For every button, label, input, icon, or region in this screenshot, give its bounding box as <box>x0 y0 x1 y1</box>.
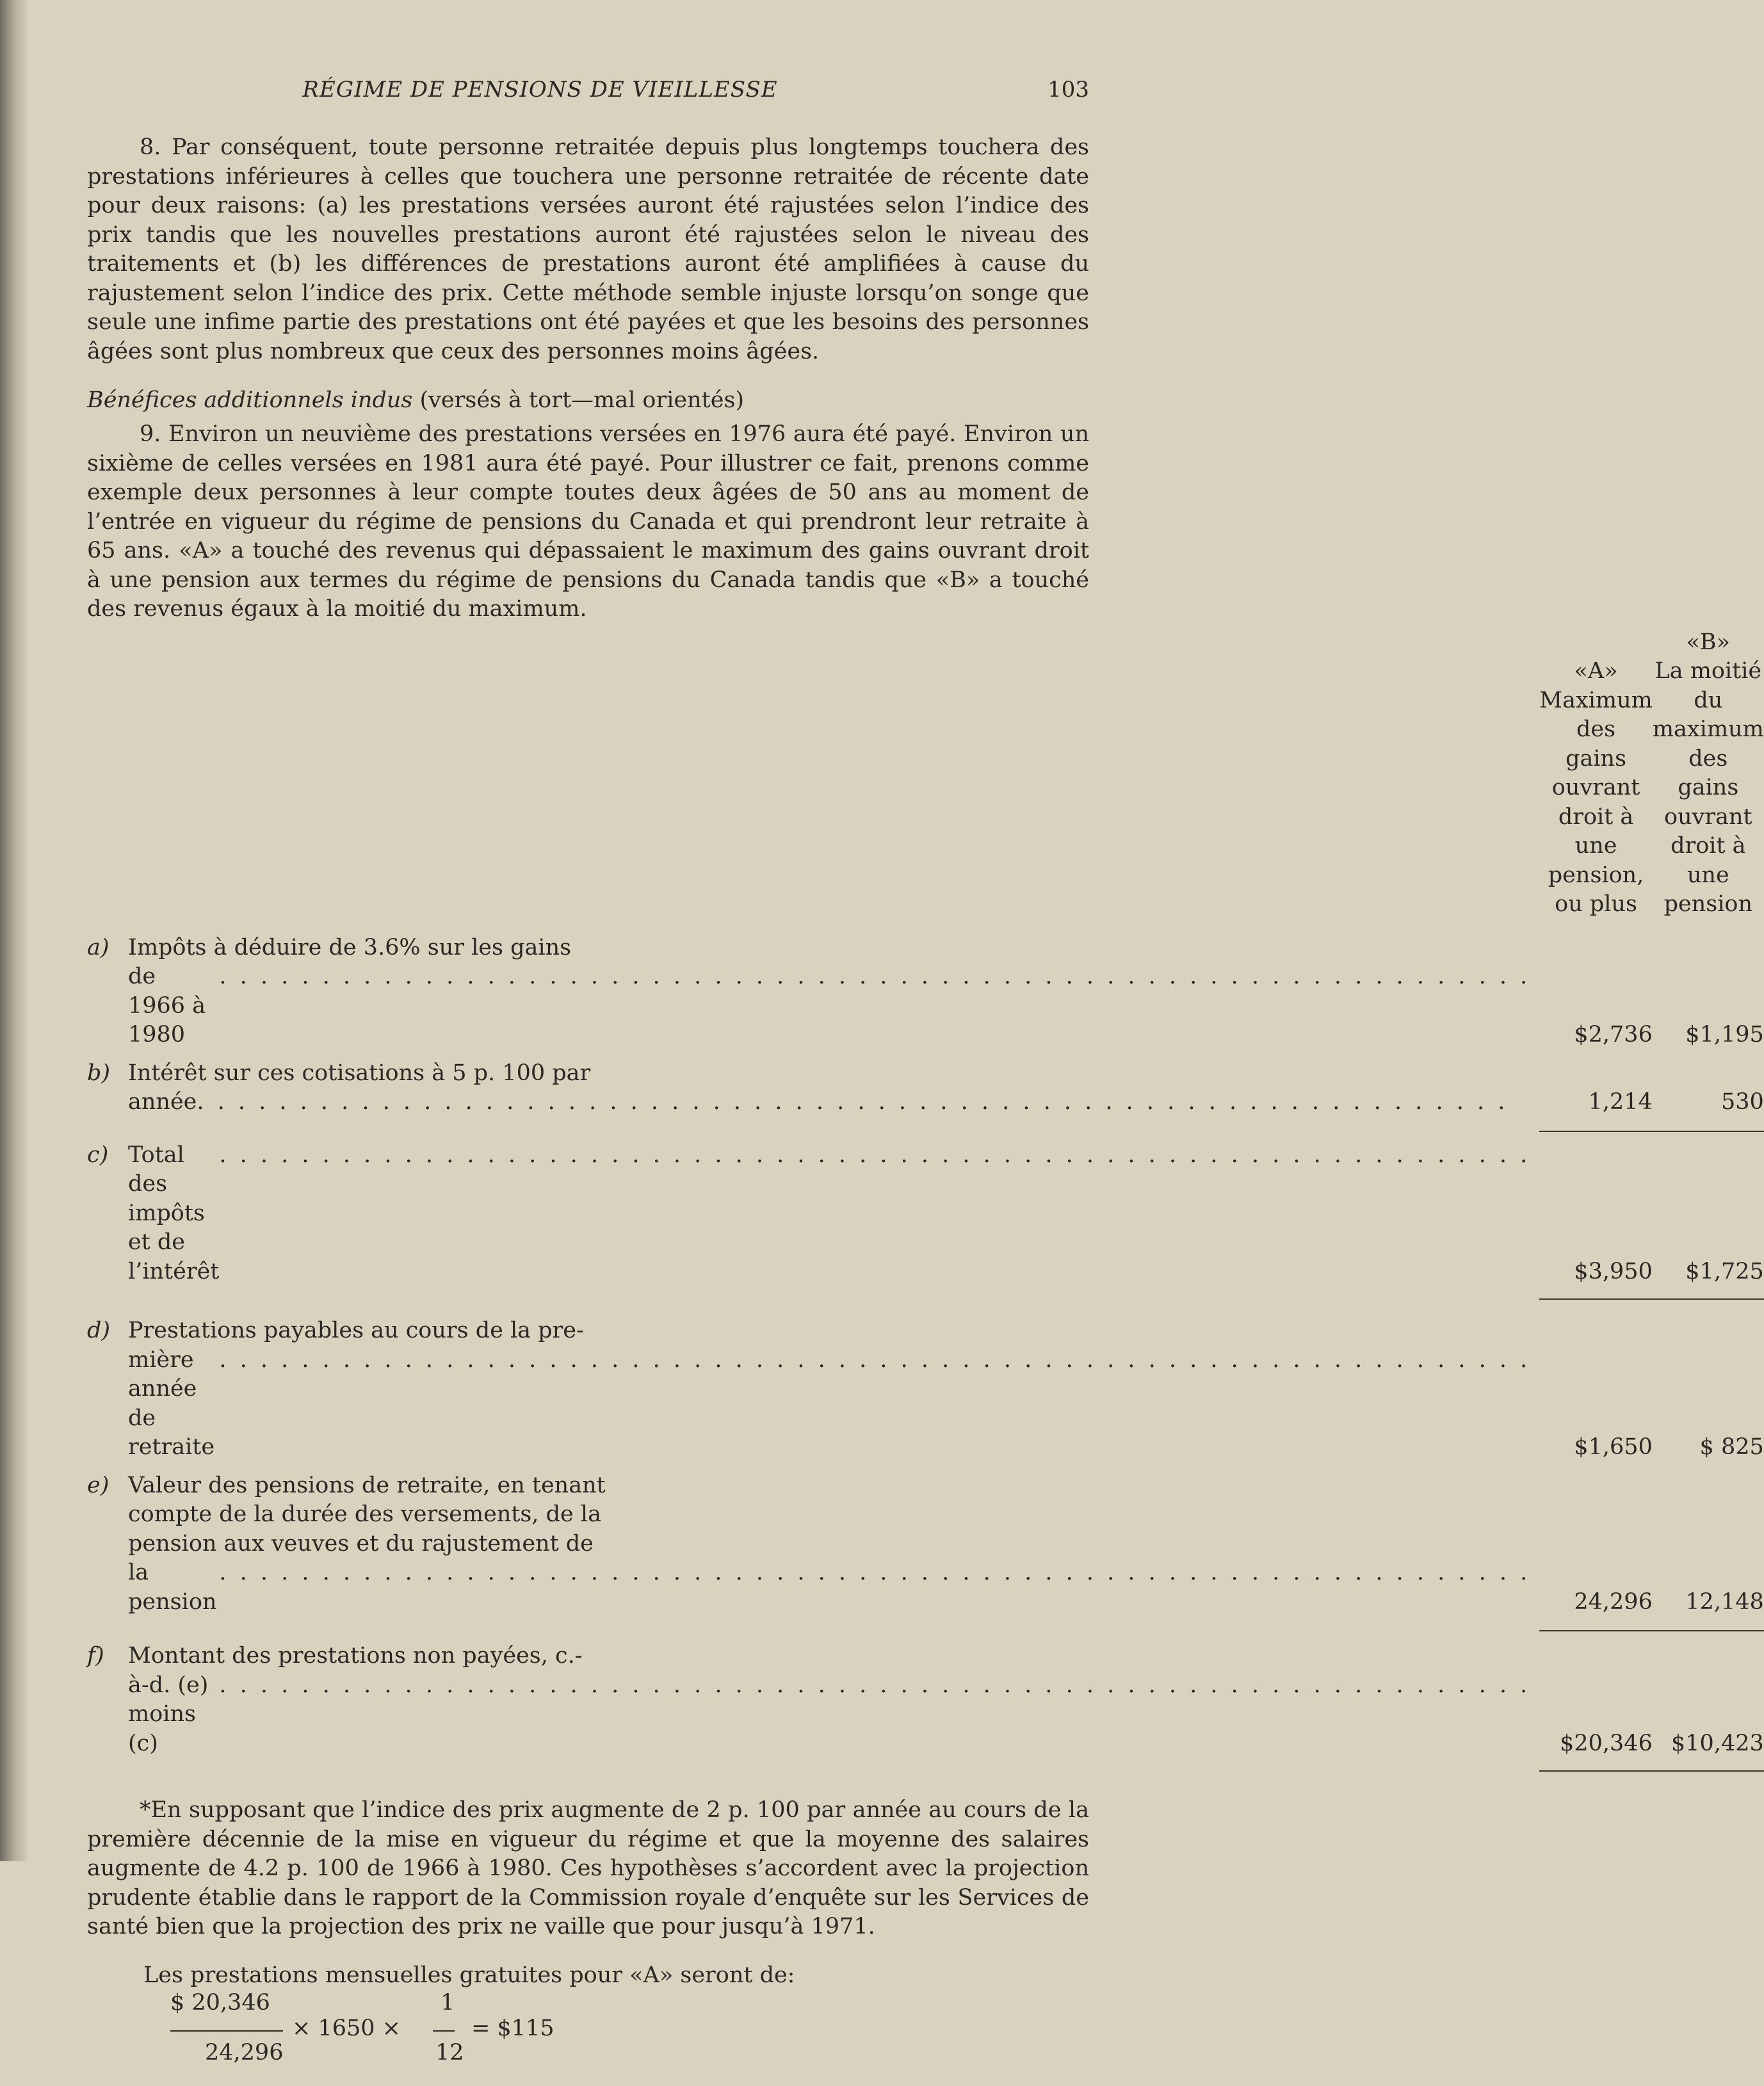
row-letter: e) <box>87 1472 109 1498</box>
formula-result: = $115 <box>471 2016 554 2041</box>
table-header-row <box>87 626 1764 919</box>
row-label-last: année <box>128 1089 197 1115</box>
monthly-benefits-intro: Les prestations mensuelles gratuites pour «A» seront de: <box>143 1962 795 1988</box>
table-row <box>87 1642 1764 1758</box>
running-title: RÉGIME DE PENSIONS DE VIEILLESSE <box>302 77 778 102</box>
value-b: 530 <box>1720 1089 1764 1115</box>
row-label-line: Prestations payables au cours de la pre- <box>128 1318 584 1343</box>
running-header <box>87 77 1089 115</box>
column-a-rule <box>1539 1758 1653 1771</box>
column-b-tag: «B» <box>1686 629 1731 655</box>
column-b-line: pension <box>1663 891 1753 917</box>
column-a-rule <box>1539 1117 1653 1131</box>
row-label-line: Valeur des pensions de retraite, en tenant <box>128 1472 606 1498</box>
row-label-line: Intérêt sur ces cotisations à 5 p. 100 par <box>128 1060 591 1086</box>
table-row <box>87 1059 1764 1117</box>
formula-small-bar <box>433 2030 455 2032</box>
dot-leader <box>219 1671 1530 1759</box>
column-a-line: Maximum des <box>1539 687 1653 742</box>
table-row <box>87 1316 1764 1462</box>
value-a: $2,736 <box>1574 1022 1653 1047</box>
row-letter: d) <box>87 1318 111 1343</box>
section-heading-rest: (versés à tort—mal orientés) <box>412 387 745 413</box>
row-label-last: Total des impôts et de l’intérêt <box>128 1142 220 1284</box>
table-row <box>87 1141 1764 1287</box>
row-label-last: de 1966 à 1980 <box>128 964 206 1047</box>
value-b: $1,725 <box>1685 1258 1764 1284</box>
row-label-line: compte de la durée des versements, de la <box>128 1501 601 1527</box>
column-a-rule <box>1539 1617 1653 1631</box>
row-letter: c) <box>87 1142 109 1168</box>
dot-leader <box>219 1558 1530 1617</box>
column-b-rule <box>1653 1617 1764 1631</box>
column-b-rule <box>1653 1758 1764 1771</box>
value-b: 12,148 <box>1685 1589 1764 1615</box>
dot-leader <box>219 962 1530 1050</box>
value-a: 1,214 <box>1588 1089 1653 1115</box>
column-a-rule <box>1539 1286 1653 1299</box>
column-b-line: droit à une <box>1671 833 1746 888</box>
row-letter: a) <box>87 934 109 960</box>
column-b-rule <box>1653 1286 1764 1299</box>
document-page <box>87 77 1764 2086</box>
dot-leader <box>219 1141 1530 1287</box>
column-b-header <box>1653 626 1764 919</box>
column-a-line: une pension, <box>1548 833 1644 888</box>
value-a: $3,950 <box>1574 1258 1653 1284</box>
row-letter: b) <box>87 1060 111 1086</box>
value-a: $20,346 <box>1560 1730 1653 1756</box>
row-label-last: à-d. (e) moins (c) <box>128 1672 209 1756</box>
column-a-line: ou plus <box>1555 891 1637 917</box>
value-b: $ 825 <box>1699 1434 1764 1460</box>
column-a-tag: «A» <box>1574 658 1618 684</box>
value-b: $1,195 <box>1685 1022 1764 1047</box>
dot-leader <box>219 1346 1530 1462</box>
row-label-line: pension aux veuves et du rajustement de <box>128 1530 594 1556</box>
book-spine-shadow <box>0 0 29 1861</box>
value-a: $1,650 <box>1574 1434 1653 1460</box>
row-label-last: mière année de retraite <box>128 1346 215 1460</box>
column-b-line: gains ouvrant <box>1664 775 1752 830</box>
column-b-rule <box>1653 1117 1764 1131</box>
formula-fraction-bar <box>170 2030 283 2032</box>
column-b-line: maximum des <box>1652 716 1764 772</box>
column-a-line: gains ouvrant <box>1551 745 1640 800</box>
row-letter: f) <box>87 1643 104 1669</box>
page-number: 103 <box>1048 77 1089 102</box>
paragraph-9: 9. Environ un neuvième des prestations versées en 1976 aura été payé. Environ un sixième de celles versées en 1981 aura été payé. Pour illustrer ce fait, prenons comme exemple deux personnes à leur compte toutes deux âgées de 50 ans au moment de l’entrée en vigueur du régime de pensions du Canada et qui prendront leur retraite à 65 ans. «A» a touché des revenus qui dépassaient le maximum des gains ouvrant droit à une pension aux termes du régime de pensions du Canada tandis que «B» a touché des revenus égaux à la moitié du maximum. <box>87 421 1089 622</box>
formula-one: 1 <box>441 1990 455 2016</box>
footnote: *En supposant que l’indice des prix augmente de 2 p. 100 par année au cours de la première décennie de la mise en vigueur du régime et que la moyenne des salaires augmente de 4.2 p. 100 de 1966 à 1980. Ces hypothèses s’accordent avec la projection prudente établie dans le rapport de la Commission royale d’enquête sur les Services de santé bien que la projection des prix ne vaille que pour jusqu’à 1971. <box>87 1797 1089 1939</box>
formula-denominator: 24,296 <box>205 2040 284 2066</box>
value-a: 24,296 <box>1574 1589 1653 1615</box>
section-heading-italic: Bénéfices additionnels indus <box>87 387 413 413</box>
formula-twelve: 12 <box>435 2040 464 2066</box>
table-row <box>87 1471 1764 1617</box>
benefit-formula <box>87 1990 1089 2086</box>
paragraph-8: 8. Par conséquent, toute personne retraitée depuis plus longtemps touchera des prestations inférieures à celles que touchera une personne retraitée de récente date pour deux raisons: (a) les prestations versées auront été rajustées selon l’indice des prix tandis que les nouvelles prestations auront été rajustées selon le niveau des traitements et (b) les différences de prestations auront été amplifiées à cause du rajustement selon l’indice des prix. Cette méthode semble injuste lorsqu’on songe que seule une infime partie des prestations ont été payées et que les besoins des personnes âgées sont plus nombreux que ceux des personnes moins âgées. <box>87 134 1089 364</box>
column-a-header <box>1539 626 1653 919</box>
formula-multiplier: × 1650 × <box>292 2016 401 2041</box>
formula-numerator: $ 20,346 <box>170 1990 270 2016</box>
row-label-last: la pension <box>128 1560 217 1615</box>
value-b: $10,423 <box>1671 1730 1764 1756</box>
column-b-line: La moitié du <box>1655 658 1762 713</box>
dot-leader <box>197 1088 1530 1117</box>
row-label-line: Impôts à déduire de 3.6% sur les gains <box>128 934 572 960</box>
benefits-table <box>87 626 1764 1772</box>
table-row <box>87 934 1764 1050</box>
row-label-line: Montant des prestations non payées, c.- <box>128 1643 583 1669</box>
column-a-line: droit à <box>1558 804 1634 830</box>
section-heading <box>87 385 1089 415</box>
